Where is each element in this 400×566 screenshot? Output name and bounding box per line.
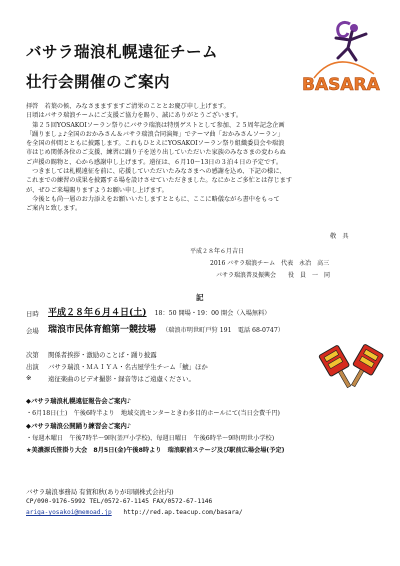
greeting-line: つきましては札幌遠征を前に、応援していただいたみなさまへの感謝を込め、下記の様に、 (26, 168, 286, 176)
perform-label: 出演 (26, 363, 39, 371)
perform-value: バサラ瑞浪・ＭＡＩＹＡ・名古屋学生チーム「鯱」ほか (48, 363, 208, 371)
venue-label: 会場 (26, 327, 39, 335)
issue-date: 平成２８年６月吉日 (190, 248, 245, 255)
greeting-line: 市はじめ関係各位のご支援、練習に踊り子を送り出していただいた家族のみなさまの変わらぬ (26, 149, 286, 157)
greeting-line: 日頃はバサラ瑞浪チームにご支援ご協力を賜り、誠にありがとうございます。 (26, 112, 243, 120)
title-line-1: バサラ瑞浪札幌遠征チーム (26, 42, 219, 61)
title-line-2: 壮行会開催のご案内 (26, 72, 171, 91)
website-link[interactable]: http://red.ap.teacup.com/basara/ (123, 509, 243, 516)
greeting-line: が、ぜひご来場賜りますようお願い申し上げます。 (26, 186, 168, 194)
logo-text: BASARA (302, 75, 380, 95)
datetime-value (48, 305, 270, 318)
greeting-paragraph (26, 102, 382, 214)
sender-association: バサラ瑞浪普及振興会 役 員 一 同 (216, 272, 331, 279)
datetime-label: 日時 (26, 310, 39, 318)
greeting-line: ご声援の賜物と、心から感謝申し上げます。遠征は、６月10〜13日の３泊４日の予定です。 (26, 158, 283, 166)
basara-logo (292, 18, 382, 103)
email-link[interactable]: ariga-yosakoi@memoad.jp (26, 509, 112, 516)
program-label: 次第 (26, 351, 39, 359)
greeting-line: 「踊りましょ♪全国のおかみさん＆バサラ瑞浪合同演舞」でテーマ曲「おかみさんソーラン」 (26, 130, 284, 138)
greeting-line: 第２５回YOSAKOIソーラン祭りにバサラ瑞浪は特別ゲストとして参加、２５周年記念企画 (26, 121, 285, 129)
venue-rest: （瑞浪市明世町戸狩 191 電話 68-0747） (162, 327, 284, 334)
datetime-main: 平成２８年６月４日(土) (48, 308, 147, 318)
venue-value (48, 322, 284, 335)
greeting-line: これまでの練習の成果を披露する場を設けさせていただきました。なにかとご多忙とは存じます (26, 177, 293, 185)
footer-contact: CP/090-9176-5992 TEL/0572-67-1145 FAX/0572-67-1146 (26, 498, 213, 505)
greeting-line: 今後とも尚一層のお力添えをお願いいたしますとともに、ここに略儀ながら書中をもって (26, 195, 280, 203)
venue-main: 瑞浪市民体育館第一競技場 (48, 325, 157, 335)
info-festival: ★美濃源氏笹掛り大会 8月5日(金)午後8時より 瑞浪駅前ステージ及び駅前広場会場(予定) (26, 447, 285, 454)
info-report-title: ◆バサラ瑞浪札幌遠征報告会ご案内♪ (26, 397, 131, 405)
footer-office: バサラ瑞浪事務局 有賀和秋(ありが印刷株式会社内) (26, 488, 174, 496)
info-practice-title: ◆バサラ瑞浪公開踊り練習会ご案内♪ (26, 422, 131, 430)
footer-links (26, 509, 243, 516)
info-practice-body: ・毎週木曜日 午後7時半〜9時(釜戸小学校)、毎週日曜日 午後6時半〜9時(明世小学校) (26, 435, 275, 442)
info-report-body: ・6月18日(土) 午後6時半より 地域交流センターときわ多目的ホールにて(当日会費千円) (26, 410, 280, 417)
program-value: 関係者挨拶・激励のことば・踊り披露 (48, 351, 157, 359)
note-value: 遠征楽曲のビデオ撮影・録音等はご遠慮ください。 (48, 375, 195, 383)
note-label: ※ (26, 374, 32, 382)
naruko-illustration (318, 328, 386, 396)
ki-heading: 記 (196, 293, 204, 302)
greeting-line: ご案内と致します。 (26, 205, 82, 213)
closing: 敬 具 (330, 233, 349, 240)
sender-team: 2016 バサラ瑞浪チーム 代表 永冶 高三 (210, 260, 330, 267)
datetime-rest: 18：50 開場・19：00 開会（入場無料） (154, 310, 271, 317)
greeting-line: 拝啓 若葉の候、みなさまますますご清栄のこととお慶び申し上げます。 (26, 103, 230, 110)
greeting-line: を全国の仲間とともに披露します。これもひとえにYOSAKOIソーラン祭り組織委員会や瑞浪 (26, 140, 285, 148)
